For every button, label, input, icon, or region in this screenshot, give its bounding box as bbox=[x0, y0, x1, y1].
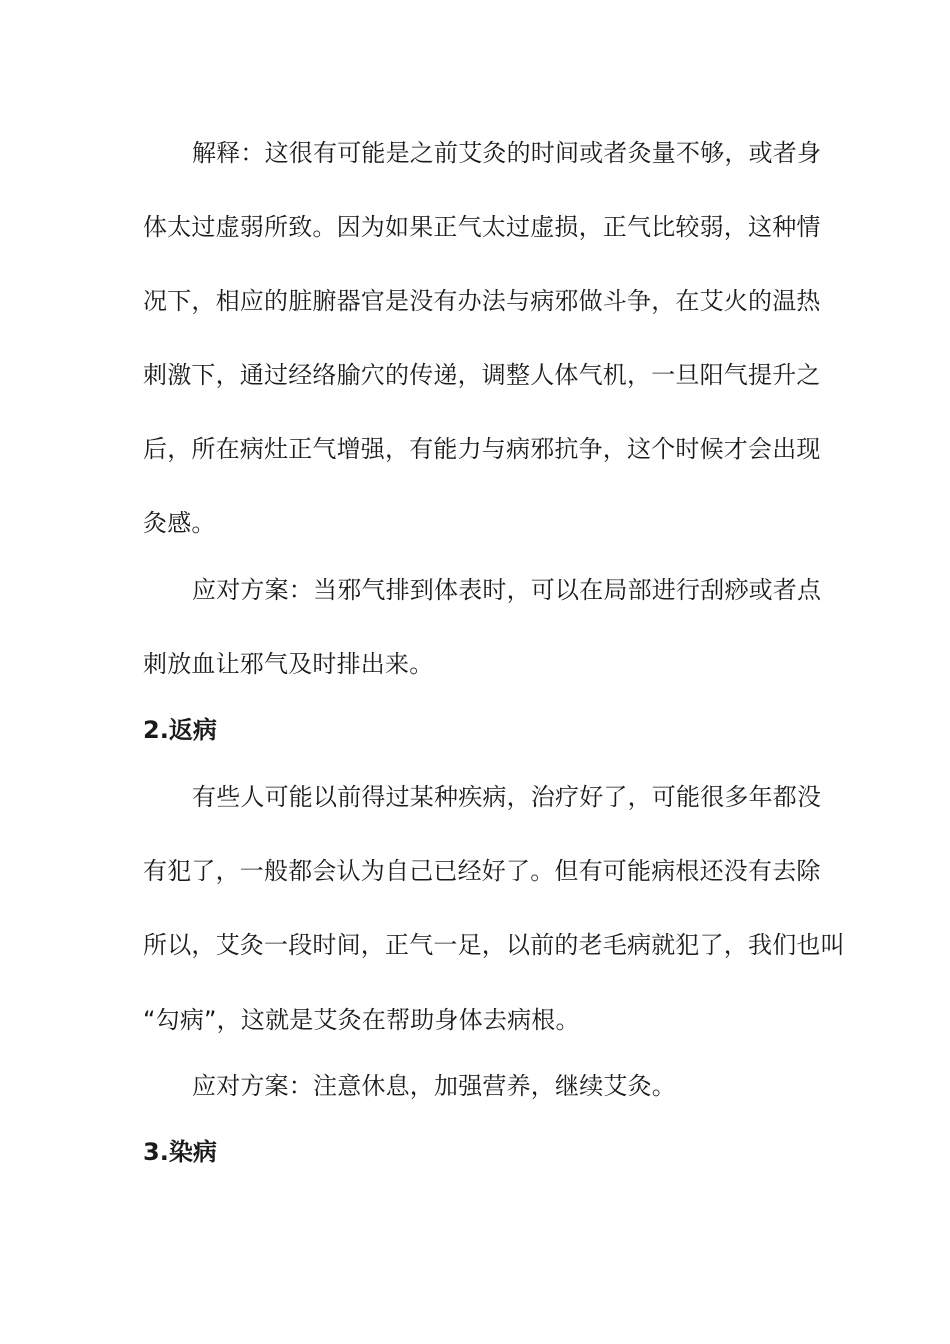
paragraph-solution-2-line-1: 应对方案：注意休息，加强营养，继续艾灸。 bbox=[192, 1072, 676, 1100]
paragraph-explanation-line-3: 况下，相应的脏腑器官是没有办法与病邪做斗争，在艾火的温热 bbox=[143, 287, 821, 315]
section-heading-3: 3.染病 bbox=[143, 1138, 217, 1166]
paragraph-explanation-line-1: 解释：这很有可能是之前艾灸的时间或者灸量不够，或者身 bbox=[192, 139, 822, 167]
paragraph-relapse-line-3: 所以，艾灸一段时间，正气一足，以前的老毛病就犯了，我们也叫 bbox=[143, 931, 845, 959]
paragraph-explanation-line-6: 灸感。 bbox=[143, 509, 216, 537]
paragraph-explanation-line-2: 体太过虚弱所致。因为如果正气太过虚损，正气比较弱，这种情 bbox=[143, 213, 821, 241]
paragraph-relapse-line-4: “勾病”，这就是艾灸在帮助身体去病根。 bbox=[143, 1006, 580, 1034]
section-heading-2: 2.返病 bbox=[143, 716, 217, 744]
paragraph-relapse-line-1: 有些人可能以前得过某种疾病，治疗好了，可能很多年都没 bbox=[192, 783, 822, 811]
paragraph-explanation-line-5: 后，所在病灶正气增强，有能力与病邪抗争，这个时候才会出现 bbox=[143, 435, 821, 463]
paragraph-solution-1-line-2: 刺放血让邪气及时排出来。 bbox=[143, 650, 434, 678]
paragraph-explanation-line-4: 刺激下，通过经络腧穴的传递，调整人体气机，一旦阳气提升之 bbox=[143, 361, 821, 389]
paragraph-solution-1-line-1: 应对方案：当邪气排到体表时，可以在局部进行刮痧或者点 bbox=[192, 576, 822, 604]
paragraph-relapse-line-2: 有犯了，一般都会认为自己已经好了。但有可能病根还没有去除 bbox=[143, 857, 821, 885]
